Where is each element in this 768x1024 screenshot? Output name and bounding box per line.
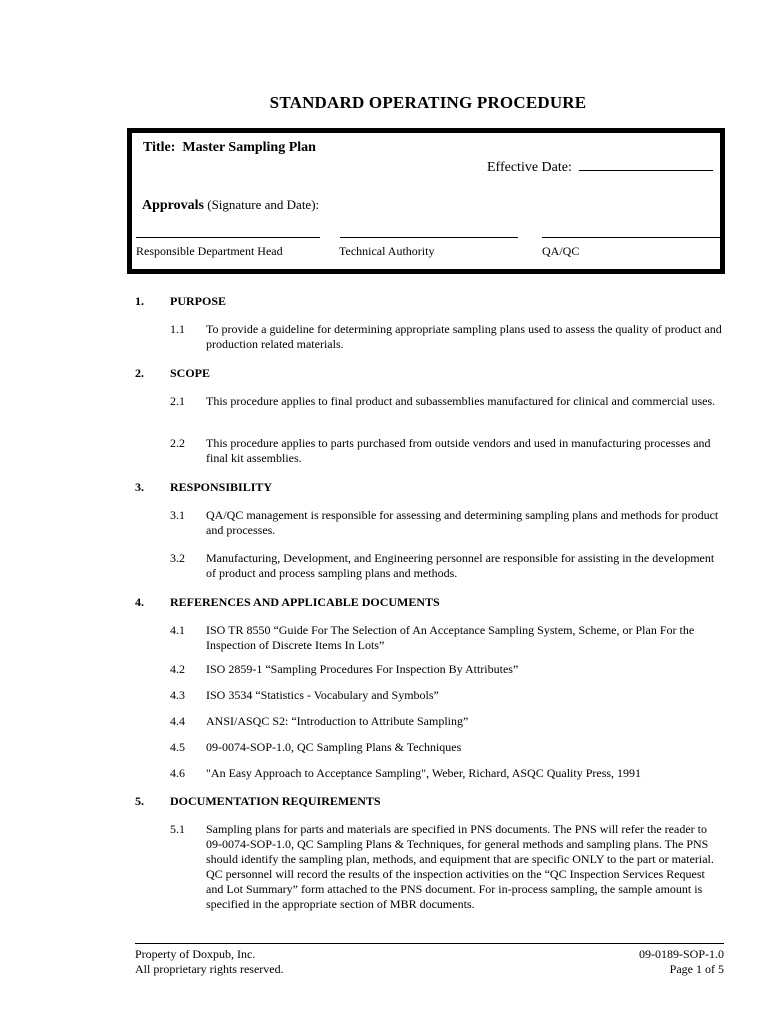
document-title [143, 140, 316, 156]
header-box [127, 128, 725, 274]
item-number: 1.1 [170, 322, 185, 336]
item-text: QA/QC management is responsible for assessing and determining sampling plans and methods for product and processes. [206, 508, 719, 537]
section-heading-documentation: DOCUMENTATION REQUIREMENTS [170, 794, 381, 808]
effective-date-line [579, 158, 713, 171]
item-number: 4.5 [170, 740, 185, 754]
signature-line-qa-qc [542, 237, 720, 238]
item-number: 2.1 [170, 394, 185, 408]
item-number: 2.2 [170, 436, 185, 450]
item-text: This procedure applies to parts purchased from outside vendors and used in manufacturing processes and final kit assemblies. [206, 436, 711, 465]
item-text: 09-0074-SOP-1.0, QC Sampling Plans & Techniques [206, 740, 462, 754]
item-text: Sampling plans for parts and materials are specified in PNS documents. The PNS will refer the reader to 09-0074-SOP-1.0, QC Sampling Plans & Techniques, for general methods and sampling plans. The PNS should identify the sampling plan, methods, and equipment that are specific ONLY to the part or material. QC personnel will record the results of the inspection activities on the “QC Inspection Services Request and Lot Summary” form attached to the PNS document. For in-process sampling, the sample amount is specified in the appropriate section of MBR documents. [206, 822, 714, 911]
section-number: 1. [135, 294, 144, 308]
item-number: 3.2 [170, 551, 185, 565]
item-number: 3.1 [170, 508, 185, 522]
section-number: 2. [135, 366, 144, 380]
item-text: This procedure applies to final product and subassemblies manufactured for clinical and commercial uses. [206, 394, 716, 408]
item-text: Manufacturing, Development, and Engineering personnel are responsible for assisting in the development of product and process sampling plans and methods. [206, 551, 715, 580]
signature-label-technical-authority: Technical Authority [339, 244, 435, 258]
footer-rights: All proprietary rights reserved. [135, 962, 284, 976]
item-text: ISO 2859-1 “Sampling Procedures For Inspection By Attributes” [206, 662, 519, 676]
item-number: 5.1 [170, 822, 185, 836]
footer-doc-id: 09-0189-SOP-1.0 [638, 947, 724, 961]
approvals-note: (Signature and Date): [207, 197, 320, 212]
footer-company: Property of Doxpub, Inc. [135, 947, 256, 961]
item-number: 4.1 [170, 623, 185, 637]
item-text: ISO 3534 “Statistics - Vocabulary and Symbols” [206, 688, 439, 702]
signature-label-qa-qc: QA/QC [542, 244, 580, 258]
section-heading-purpose: PURPOSE [170, 294, 227, 308]
section-number: 5. [135, 794, 144, 808]
item-text: "An Easy Approach to Acceptance Sampling", Weber, Richard, ASQC Quality Press, 1991 [206, 766, 642, 780]
item-number: 4.2 [170, 662, 185, 676]
item-text: ISO TR 8550 “Guide For The Selection of An Acceptance Sampling System, Scheme, or Plan For the Inspection of Discrete Items In Lots” [206, 623, 695, 652]
section-heading-responsibility: RESPONSIBILITY [170, 480, 273, 494]
footer-divider [135, 943, 724, 944]
approvals [142, 197, 319, 214]
section-number: 4. [135, 595, 144, 609]
effective-date [487, 158, 713, 176]
section-number: 3. [135, 480, 144, 494]
signature-label-department-head: Responsible Department Head [136, 244, 283, 258]
item-text: To provide a guideline for determining appropriate sampling plans used to assess the quality of product and production related materials. [206, 322, 722, 351]
page-title: STANDARD OPERATING PROCEDURE [269, 93, 587, 112]
signature-line-technical-authority [340, 237, 518, 238]
signature-line-department-head [136, 237, 320, 238]
footer-left [135, 947, 284, 977]
item-number: 4.3 [170, 688, 185, 702]
item-number: 4.4 [170, 714, 185, 728]
effective-date-label: Effective Date: [487, 160, 572, 175]
footer-right [639, 947, 724, 977]
section-heading-scope: SCOPE [170, 366, 211, 380]
title-label: Title: [143, 140, 176, 155]
item-text: ANSI/ASQC S2: “Introduction to Attribute Sampling” [206, 714, 469, 728]
footer-page-number: Page 1 of 5 [669, 962, 724, 976]
approvals-label: Approvals [142, 198, 204, 213]
title-value: Master Sampling Plan [182, 140, 316, 155]
section-heading-references: REFERENCES AND APPLICABLE DOCUMENTS [170, 595, 440, 609]
item-number: 4.6 [170, 766, 185, 780]
